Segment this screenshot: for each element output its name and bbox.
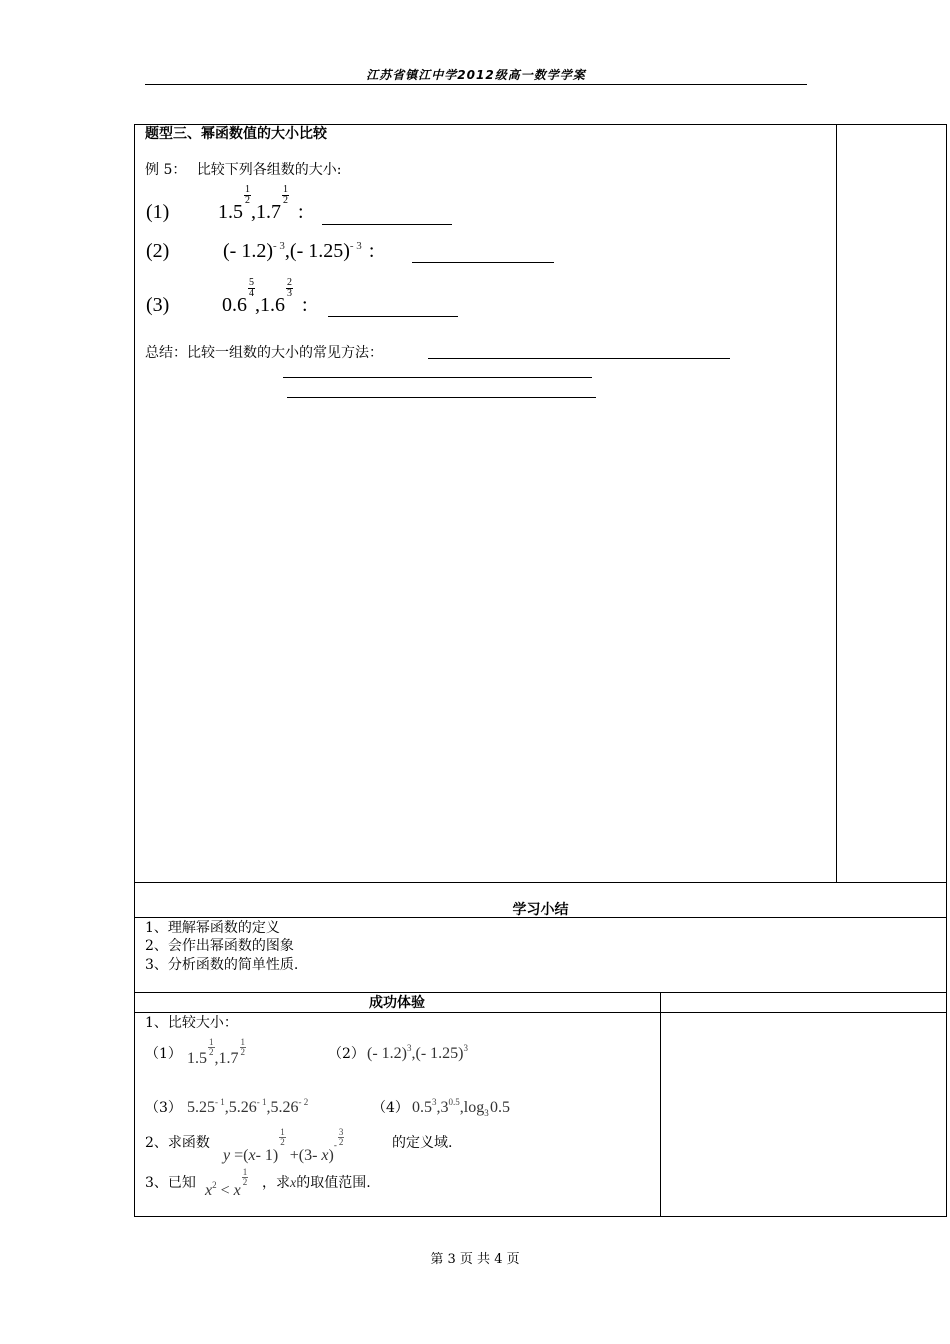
- summary-label: 总结：比较一组数的大小的常见方法：: [145, 345, 383, 361]
- study-summary-divider: [134, 917, 947, 918]
- q1-2-expression: (- 1.2)$^3$,(- 1.25)$^3$: [367, 1043, 468, 1062]
- page-header-title: 江苏省镇江中学2012级高一数学学案: [366, 68, 586, 82]
- item-2-number: (2): [146, 240, 170, 262]
- item-3-expression: 0.6 $\frac{5}{4}$ ,1.6 $\frac{2}{3}$ :: [222, 277, 308, 316]
- header-rule: [145, 84, 807, 85]
- q1-2-label: （2）: [328, 1046, 365, 1062]
- success-side-divider: [660, 992, 661, 1217]
- q3-prefix: 3、已知: [145, 1175, 196, 1191]
- example-text: 比较下列各组数的大小:: [196, 162, 342, 178]
- compare-item-3: [146, 294, 169, 317]
- q1-1-label: （1）: [145, 1046, 182, 1062]
- q1-4-label: （4）: [372, 1100, 409, 1116]
- q1-4-expression: $0.5^3,3^{0.5},\log_3$ 0.5: [412, 1097, 511, 1119]
- success-divider: [134, 1012, 947, 1013]
- page-number-footer: 第 3 页 共 4 页: [430, 1252, 520, 1267]
- item-1-number: (1): [146, 201, 170, 223]
- q3-middle: ，求x的取值范围.: [262, 1175, 371, 1191]
- q2-function: y =(x- 1) $\frac{1}{2}$ +(3- x)- $\frac{3}{2}$: [223, 1127, 344, 1164]
- success-title: 成功体验: [369, 995, 425, 1011]
- compare-item-2: [146, 240, 169, 263]
- q3-inequality: $x^2 < x$ $\frac{1}{2}$: [205, 1167, 248, 1199]
- summary-blank-1[interactable]: [428, 358, 730, 359]
- item-1-expression: 1.5 $\frac{1}{2}$ ,1.7 $\frac{1}{2}$ :: [218, 184, 304, 223]
- q1-1-expression: 1.5 $\frac{1}{2}$ ,1.7 $\frac{1}{2}$: [187, 1037, 245, 1067]
- section3-frame: [134, 124, 947, 883]
- section3-title: 题型三、幂函数值的大小比较: [145, 126, 327, 142]
- q2-prefix: 2、求函数: [145, 1135, 210, 1151]
- study-summary-line-1: 1、理解幂函数的定义: [145, 920, 280, 936]
- q1-3-expression: $5.25^{- 1},5.26^{- 1},5.26^{- 2}$: [187, 1097, 309, 1116]
- q2-suffix: 的定义域.: [392, 1135, 453, 1151]
- study-summary-title: 学习小结: [512, 902, 569, 918]
- summary-blank-2[interactable]: [283, 377, 592, 378]
- item-3-answer-blank[interactable]: [328, 298, 458, 317]
- study-summary-line-3: 3、分析函数的简单性质.: [145, 957, 299, 973]
- item-1-exp1: $\frac{1}{2}$: [245, 184, 250, 206]
- item-2-answer-blank[interactable]: [412, 244, 554, 263]
- section3-side-divider: [836, 124, 837, 883]
- q1-label: 1、比较大小：: [145, 1015, 238, 1031]
- example-label: 例 5：: [145, 162, 187, 178]
- q1-3-label: （3）: [145, 1100, 182, 1116]
- summary-blank-3[interactable]: [287, 397, 596, 398]
- compare-item-1: [146, 201, 169, 224]
- item-2-expression: (- 1.2)$^{- 3}$,(- 1.25)$^{- 3}$ :: [223, 240, 375, 262]
- item-3-exp1: $\frac{5}{4}$: [249, 277, 254, 299]
- item-1-answer-blank[interactable]: [322, 206, 452, 225]
- example-5-prompt: [145, 161, 342, 179]
- study-summary-line-2: 2、会作出幂函数的图象: [145, 938, 294, 954]
- item-3-number: (3): [146, 294, 170, 316]
- item-3-exp2: $\frac{2}{3}$: [287, 277, 292, 299]
- item-1-exp2: $\frac{1}{2}$: [283, 184, 288, 206]
